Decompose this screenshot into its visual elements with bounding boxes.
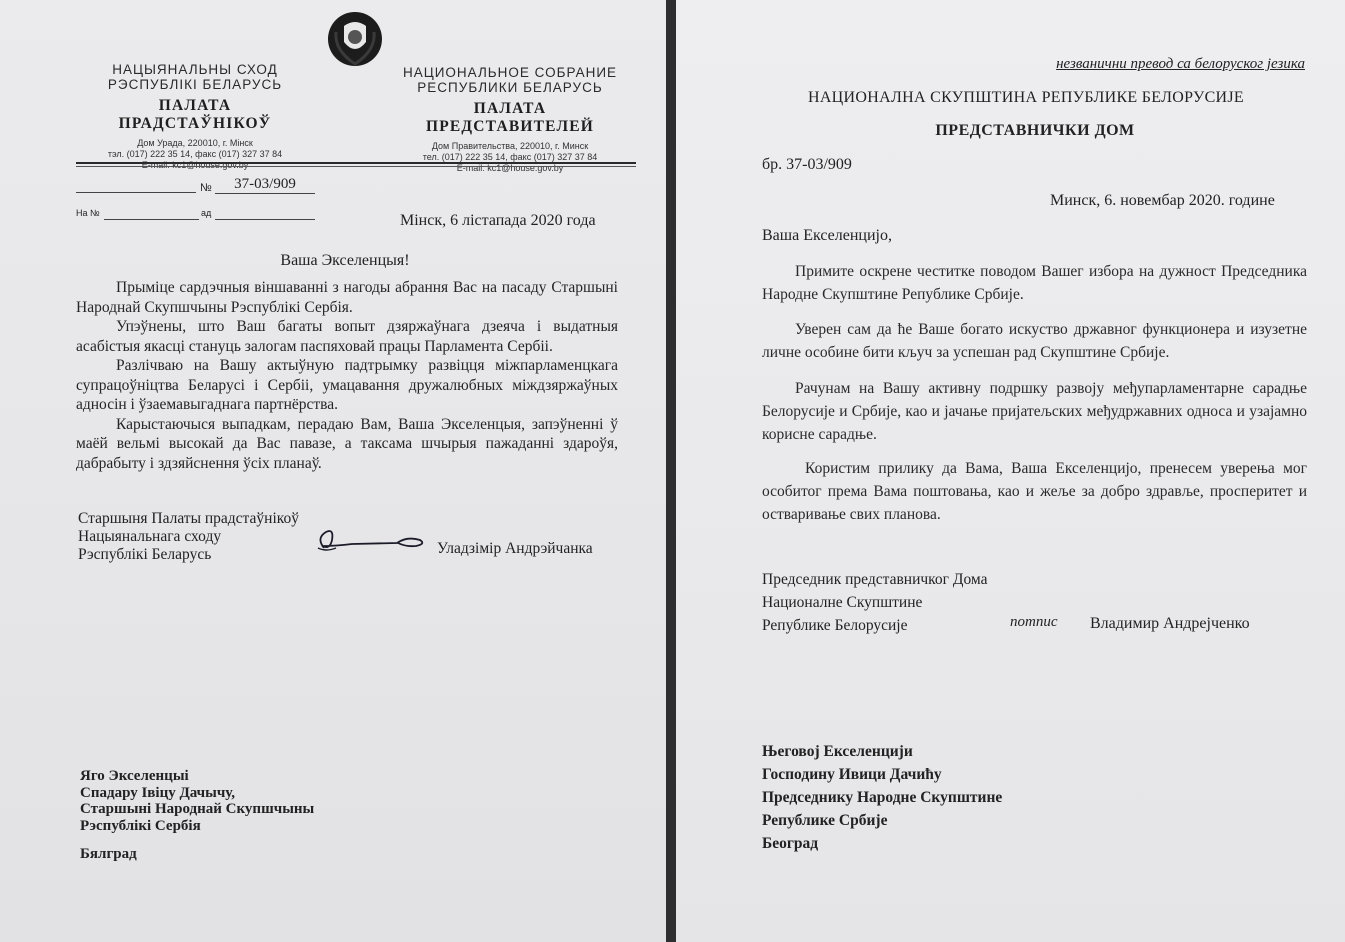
header-left-block xyxy=(80,62,310,171)
body-paragraph-1: Прыміце сардэчныя віншаванні з нагоды абрання Вас на пасаду Старшыні Народнай Скупшчыны Рэспублікі Сербія. xyxy=(76,279,618,316)
translation-signature-line3: Републике Белорусије xyxy=(762,617,908,634)
state-emblem-icon xyxy=(326,10,384,68)
reference-date-line xyxy=(215,205,315,220)
translation-date: Минск, 6. новембар 2020. године xyxy=(1050,192,1275,209)
translation-page xyxy=(676,0,1345,942)
translation-addressee-line3: Председнику Народне Скупштине xyxy=(762,789,1003,806)
header-divider-thin xyxy=(76,166,636,167)
signature-title-line1: Старшыня Палаты прадстаўнікоў xyxy=(78,510,299,527)
reference-number-line xyxy=(104,205,199,220)
reference-label: На № xyxy=(76,208,100,218)
translation-paragraph-4: Користим прилику да Вама, Ваша Екселенцијо, пренесем уверења мог особитог према Вама поштовања, као и жеље за добро здравље, просперитет и остваривање свих планова. xyxy=(762,460,1307,523)
signature-title-line2: Нацыянальнага сходу xyxy=(78,528,222,545)
translation-salutation: Ваша Екселенцијо, xyxy=(762,227,892,244)
translation-paragraph-3: Рачунам на Вашу активну подршку развоју међупарламентарне сарадње Белорусије и Србије, као и јачање пријатељских међудржавних односа и узајамно корисне сарадње. xyxy=(762,380,1307,443)
signer-name: Уладзімір Андрэйчанка xyxy=(437,540,593,557)
body-paragraph-3: Разлічваю на Вашу актыўную падтрымку развіцця міжпарламенцкага супрацоўніцтва Беларусі і Сербіі, умацавання дружалюбных міждзяржаўных адносін і ўзаемавыгаднага партнёрства. xyxy=(76,357,618,413)
addressee-city: Бялград xyxy=(80,846,137,862)
header-left-email: E-mail: kc1@house.gov.by xyxy=(141,160,249,170)
header-right-email: E-mail: kc1@house.gov.by xyxy=(456,163,564,173)
translation-addressee xyxy=(762,740,1002,855)
translation-paragraph-1: Примите оскрене честитке поводом Вашег избора на дужност Председника Народне Скупштине Републике Србије. xyxy=(762,263,1307,303)
translation-addressee-line5: Београд xyxy=(762,835,819,852)
header-divider xyxy=(76,162,636,164)
addressee-line1: Яго Экселенцыі xyxy=(80,768,189,784)
translation-subtitle: ПРЕДСТАВНИЧКИ ДОМ xyxy=(935,122,1135,139)
header-right-palata: ПАЛАТА ПРЕДСТАВИТЕЛЕЙ xyxy=(425,100,595,135)
translation-signature-title xyxy=(762,568,988,637)
header-right-block xyxy=(392,65,628,174)
handwritten-signature xyxy=(312,526,432,556)
header-right-phone: тел. (017) 222 35 14, факс (017) 327 37 84 xyxy=(422,152,598,162)
original-letter-page xyxy=(0,0,666,942)
translation-number: бр. 37-03/909 xyxy=(762,156,852,173)
letter-date: Мінск, 6 лістапада 2020 года xyxy=(400,212,596,229)
header-right-line1: НАЦИОНАЛЬНОЕ СОБРАНИЕ xyxy=(402,65,618,80)
letter-body xyxy=(76,278,618,473)
translation-signature-line1: Председник представничког Дома xyxy=(762,571,988,588)
header-left-line2: РЭСПУБЛІКІ БЕЛАРУСЬ xyxy=(107,77,283,92)
translation-paragraph-2: Уверен сам да ће Ваше богато искуство државног функционера и изузетне личне особине бити кључ за успешан рад Скупштине Србије. xyxy=(762,321,1307,361)
addressee-line3: Старшыні Народнай Скупшчыны xyxy=(80,801,315,817)
reference-date-label: ад xyxy=(201,208,212,218)
translation-title: НАЦИОНАЛНА СКУПШТИНА РЕПУБЛИКЕ БЕЛОРУСИЈЕ xyxy=(807,89,1245,106)
translation-note: незванични превод са белоруског језика xyxy=(1056,56,1305,72)
header-right-line2: РЕСПУБЛИКИ БЕЛАРУСЬ xyxy=(417,80,603,95)
addressee-line4: Рэспублікі Сербія xyxy=(80,817,201,834)
header-right-address: Дом Правительства, 220010, г. Минск xyxy=(431,141,589,151)
header-left-phone: тэл. (017) 222 35 14, факс (017) 327 37 84 xyxy=(107,149,283,159)
addressee-block xyxy=(80,768,314,834)
number-label: № xyxy=(200,182,212,194)
translation-addressee-line2: Господину Ивици Дачићу xyxy=(762,766,942,783)
signature-title-line3: Рэспублікі Беларусь xyxy=(78,546,212,563)
translation-addressee-line4: Републике Србије xyxy=(762,812,888,829)
salutation: Ваша Экселенцыя! xyxy=(280,252,410,269)
header-left-address: Дом Урада, 220010, г. Мінск xyxy=(137,138,253,148)
addressee-line2: Спадару Івіцу Дачычу, xyxy=(80,784,236,801)
translation-signer: Владимир Андрејченко xyxy=(1090,615,1250,632)
document-number: 37-03/909 xyxy=(215,176,315,194)
translation-addressee-line1: Његовој Екселенцији xyxy=(762,743,913,760)
signature-title xyxy=(78,510,299,564)
body-paragraph-4: Карыстаючыся выпадкам, перадаю Вам, Ваша Экселенцыя, запэўненні ў маёй вельмі высокай да Вас павазе, а таксама шчырыя пажаданні здароўя, дабрабыту і здзяйснення ўсіх планаў. xyxy=(76,415,618,472)
header-left-palata: ПАЛАТА ПРАДСТАЎНІКОЎ xyxy=(118,97,272,132)
translation-signature-line2: Националне Скупштине xyxy=(762,594,923,611)
header-left-line1: НАЦЫЯНАЛЬНЫ СХОД xyxy=(112,62,278,77)
outgoing-date-line xyxy=(76,178,196,193)
signature-placeholder: потпис xyxy=(1010,614,1058,630)
body-paragraph-2: Упэўнены, што Ваш багаты вопыт дзяржаўнага дзеяча і выдатныя асабістыя якасці стануць залогам паспяховай працы Парламента Сербіі. xyxy=(76,318,618,355)
